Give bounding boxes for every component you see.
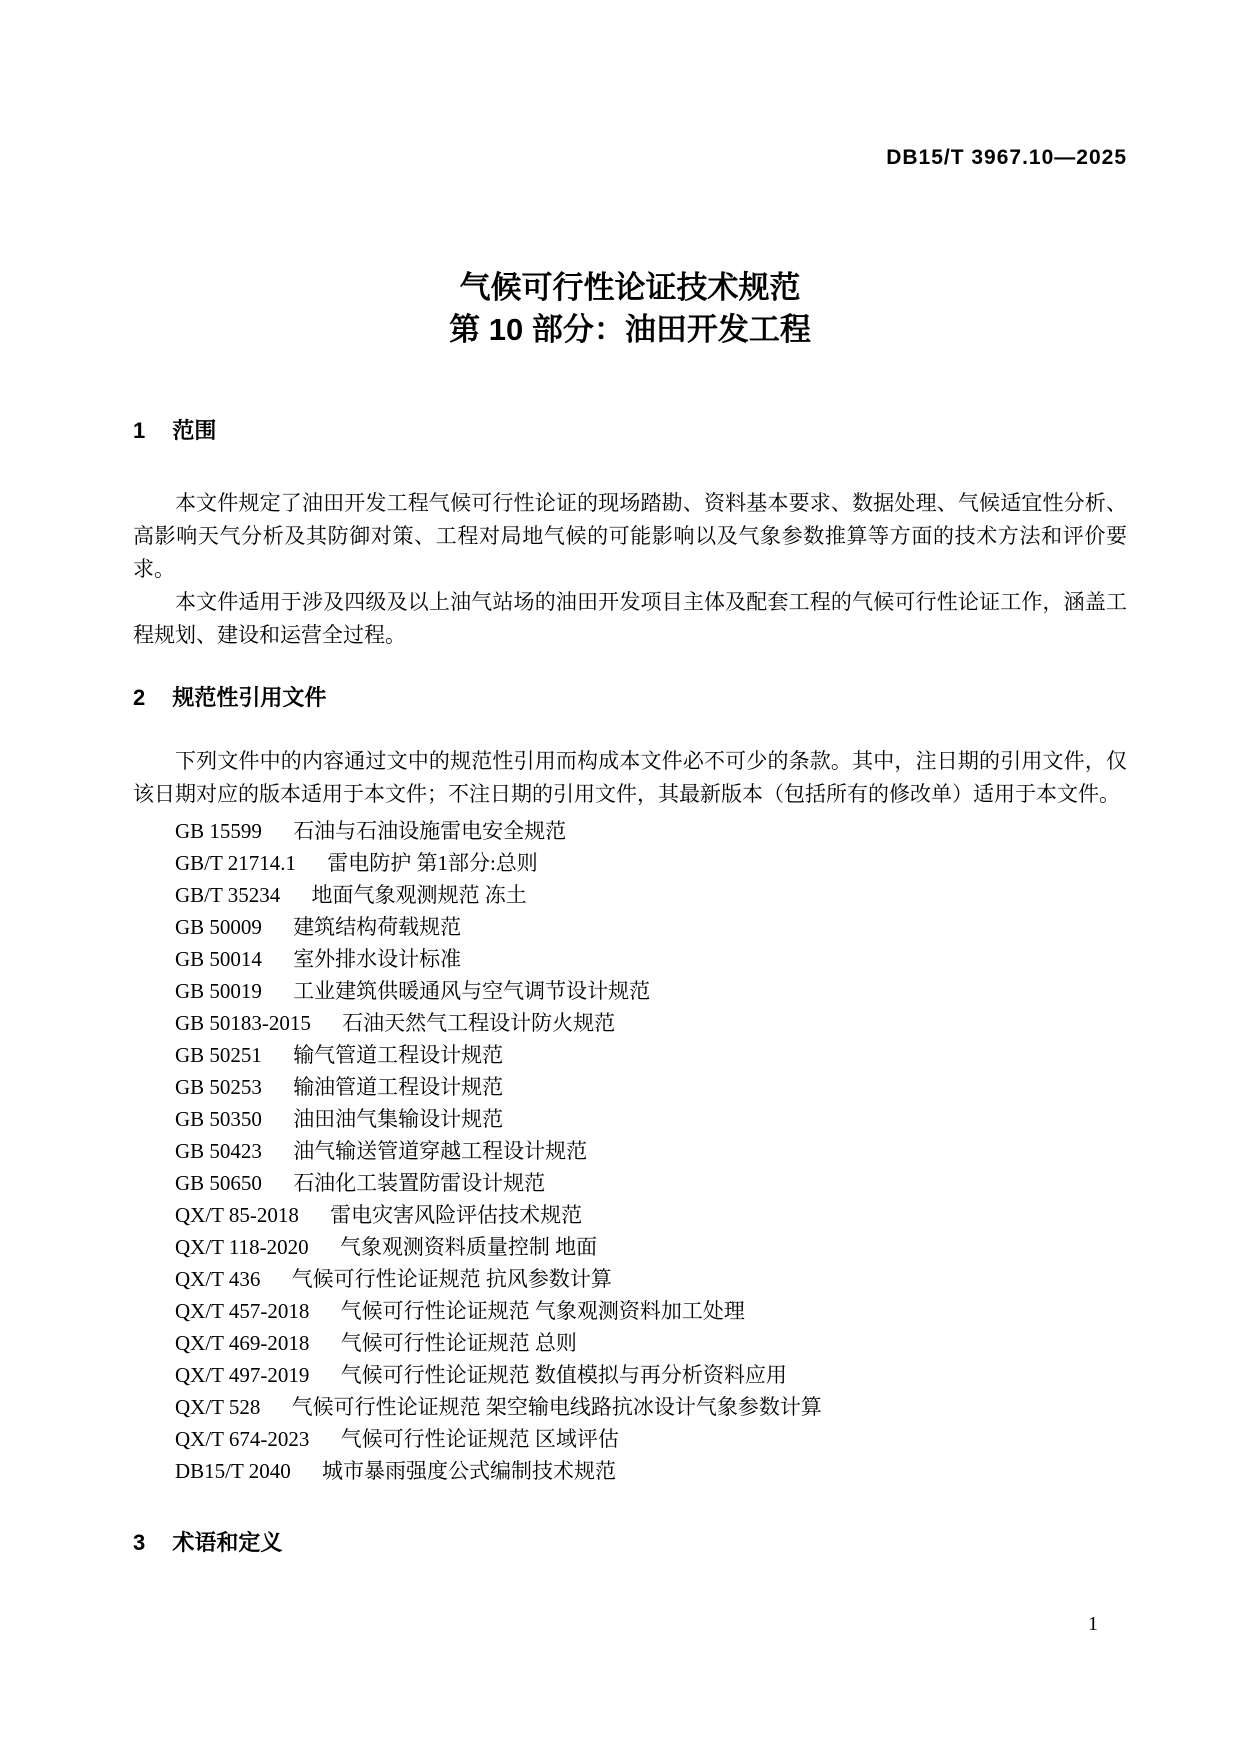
- reference-code: QX/T 674-2023: [175, 1427, 310, 1451]
- section-3-heading: [133, 1530, 1127, 1556]
- reference-title: 气候可行性论证规范 区域评估: [340, 1427, 619, 1451]
- reference-code: GB 50019: [175, 979, 262, 1003]
- reference-title: 气候可行性论证规范 架空输电线路抗冰设计气象参数计算: [291, 1395, 822, 1419]
- doc-title-line2: 第 10 部分：油田开发工程: [449, 312, 811, 347]
- reference-title: 石油天然气工程设计防火规范: [342, 1011, 616, 1035]
- reference-title: 气候可行性论证规范 抗风参数计算: [291, 1267, 612, 1291]
- reference-item: [175, 1327, 1127, 1359]
- reference-code: QX/T 457-2018: [175, 1299, 310, 1323]
- reference-title: 地面气象观测规范 冻土: [311, 883, 527, 907]
- reference-item: [175, 1359, 1127, 1391]
- reference-title: 城市暴雨强度公式编制技术规范: [321, 1459, 616, 1483]
- doc-title-line1: 气候可行性论证技术规范: [459, 270, 801, 305]
- doc-title: [133, 267, 1127, 351]
- section-3-title: 术语和定义: [172, 1530, 283, 1555]
- reference-title: 石油化工装置防雷设计规范: [293, 1171, 546, 1195]
- reference-item: [175, 1391, 1127, 1423]
- reference-code: QX/T 85-2018: [175, 1203, 299, 1227]
- section-1-number: 1: [133, 418, 146, 443]
- reference-code: QX/T 436: [175, 1267, 261, 1291]
- reference-code: QX/T 469-2018: [175, 1331, 310, 1355]
- reference-code: GB 50014: [175, 947, 262, 971]
- page-number: 1: [1088, 1613, 1098, 1635]
- reference-title: 气候可行性论证规范 数值模拟与再分析资料应用: [340, 1363, 787, 1387]
- scope-paragraph-2: 本文件适用于涉及四级及以上油气站场的油田开发项目主体及配套工程的气候可行性论证工作，涵盖工程规划、建设和运营全过程。: [133, 590, 1127, 647]
- reference-title: 油田油气集输设计规范: [293, 1107, 504, 1131]
- reference-code: GB 50423: [175, 1139, 262, 1163]
- scope-paragraph-1: 本文件规定了油田开发工程气候可行性论证的现场踏勘、资料基本要求、数据处理、气候适宜性分析、高影响天气分析及其防御对策、工程对局地气候的可能影响以及气象参数推算等方面的技术方法和评价要求。: [133, 491, 1127, 581]
- reference-code: GB/T 35234: [175, 883, 281, 907]
- section-1-heading: [133, 418, 1127, 444]
- reference-title: 气候可行性论证规范 气象观测资料加工处理: [340, 1299, 745, 1323]
- reference-code: QX/T 528: [175, 1395, 261, 1419]
- reference-title: 工业建筑供暖通风与空气调节设计规范: [293, 979, 651, 1003]
- reference-item: [175, 1135, 1127, 1167]
- references-list: [133, 815, 1127, 1487]
- reference-item: [175, 911, 1127, 943]
- reference-title: 雷电防护 第1部分:总则: [327, 851, 538, 875]
- references-intro-paragraph: 下列文件中的内容通过文中的规范性引用而构成本文件必不可少的条款。其中，注日期的引用文件，仅该日期对应的版本适用于本文件；不注日期的引用文件，其最新版本（包括所有的修改单）适用于本文件。: [133, 749, 1127, 806]
- reference-item: [175, 1103, 1127, 1135]
- reference-item: [175, 1007, 1127, 1039]
- reference-code: GB 50183-2015: [175, 1011, 311, 1035]
- reference-item: [175, 943, 1127, 975]
- reference-item: [175, 879, 1127, 911]
- reference-title: 建筑结构荷载规范: [293, 915, 462, 939]
- reference-title: 石油与石油设施雷电安全规范: [293, 819, 567, 843]
- reference-title: 雷电灾害风险评估技术规范: [330, 1203, 583, 1227]
- reference-item: [175, 847, 1127, 879]
- section-2-title: 规范性引用文件: [172, 685, 327, 710]
- reference-title: 油气输送管道穿越工程设计规范: [293, 1139, 588, 1163]
- reference-item: [175, 1039, 1127, 1071]
- section-3-number: 3: [133, 1530, 146, 1555]
- reference-code: GB/T 21714.1: [175, 851, 296, 875]
- reference-code: GB 50251: [175, 1043, 262, 1067]
- reference-code: DB15/T 2040: [175, 1459, 291, 1483]
- reference-item: [175, 975, 1127, 1007]
- reference-code: GB 15599: [175, 819, 262, 843]
- reference-code: QX/T 497-2019: [175, 1363, 310, 1387]
- reference-code: GB 50650: [175, 1171, 262, 1195]
- reference-title: 输气管道工程设计规范: [293, 1043, 504, 1067]
- reference-item: [175, 1423, 1127, 1455]
- reference-code: QX/T 118-2020: [175, 1235, 309, 1259]
- reference-title: 输油管道工程设计规范: [293, 1075, 504, 1099]
- section-2-heading: [133, 685, 1127, 711]
- section-1-title: 范围: [172, 418, 217, 443]
- reference-item: [175, 1455, 1127, 1487]
- reference-code: GB 50009: [175, 915, 262, 939]
- reference-item: [175, 1263, 1127, 1295]
- reference-item: [175, 1071, 1127, 1103]
- reference-item: [175, 1199, 1127, 1231]
- reference-item: [175, 1167, 1127, 1199]
- reference-title: 室外排水设计标准: [293, 947, 462, 971]
- reference-code: GB 50253: [175, 1075, 262, 1099]
- section-2-number: 2: [133, 685, 146, 710]
- reference-item: [175, 815, 1127, 847]
- reference-item: [175, 1295, 1127, 1327]
- reference-title: 气候可行性论证规范 总则: [340, 1331, 577, 1355]
- reference-title: 气象观测资料质量控制 地面: [339, 1235, 598, 1259]
- reference-item: [175, 1231, 1127, 1263]
- doc-number: DB15/T 3967.10—2025: [886, 146, 1127, 169]
- reference-code: GB 50350: [175, 1107, 262, 1131]
